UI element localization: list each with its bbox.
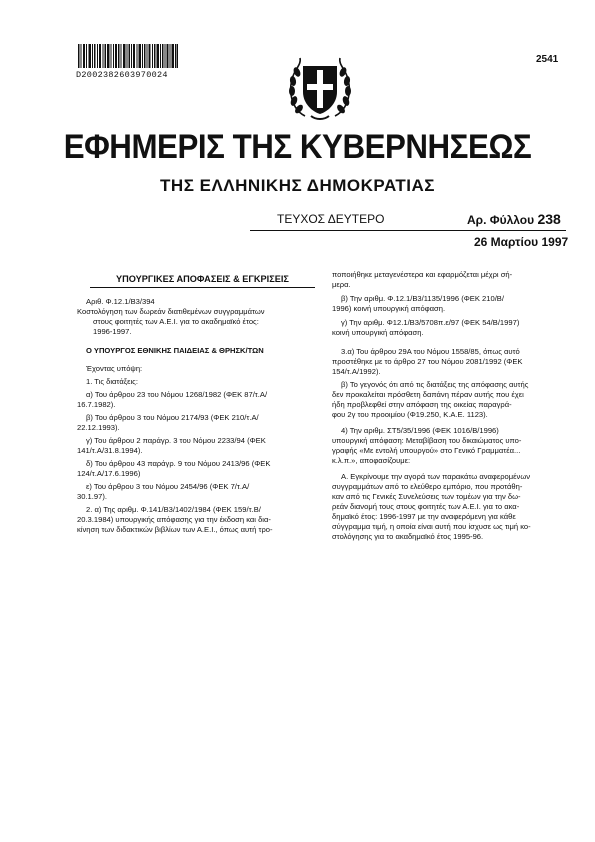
text-line: 4) Την αριθμ. ΣΤ5/35/1996 (ΦΕΚ 1016/Β/1996) — [341, 426, 499, 435]
text-line: β) Του άρθρου 3 του Νόμου 2174/93 (ΦΕΚ 210/τ.Α/ — [86, 413, 259, 422]
issue-date: 26 Μαρτίου 1997 — [474, 235, 569, 249]
text-line: γραφής «Με εντολή υπουργού» στο Γενικό Γραμματέα... — [332, 446, 521, 455]
text-line: φου 2γ του προοιμίου (Φ19.250, Κ.Α.Ε. 1123). — [332, 410, 488, 419]
page-number: 2541 — [536, 54, 559, 65]
text-line: 22.12.1993). — [77, 423, 120, 432]
sheet-label-text: Αρ. Φύλλου — [467, 213, 535, 227]
text-line: 154/τ.Α/1992). — [332, 367, 381, 376]
text-line: 124/τ.Α/17.6.1996) — [77, 469, 141, 478]
text-line: 1. Τις διατάξεις: — [86, 377, 138, 386]
text-line: δ) Του άρθρου 43 παράγρ. 9 του Νόμου 2413/96 (ΦΕΚ — [86, 459, 271, 468]
text-line: μερα. — [332, 280, 351, 289]
text-line: β) Την αριθμ. Φ.12.1/Β3/1135/1996 (ΦΕΚ 210/Β/ — [341, 294, 504, 303]
masthead-title: ΕΦΗΜΕΡΙΣ ΤΗΣ ΚΥΒΕΡΝΗΣΕΩΣ — [63, 128, 532, 166]
issue-label: ΤΕΥΧΟΣ ΔΕΥΤΕΡΟ — [277, 212, 385, 226]
text-line: κίνηση των διδακτικών βιβλίων των Α.Ε.Ι., όπως αυτή τρο- — [77, 525, 273, 534]
barcode-number: D2002382603970024 — [76, 70, 168, 80]
decision-number: Αριθ. Φ.12.1/Β3/394 — [86, 297, 155, 306]
text-line: γ) Του άρθρου 2 παράγρ. 3 του Νόμου 2233/94 (ΦΕΚ — [86, 436, 266, 445]
issue-divider — [250, 230, 566, 231]
text-line: Κοστολόγηση των δωρεάν διατιθεμένων συγγραμμάτων — [77, 307, 265, 316]
text-line: 3.α) Του άρθρου 29Α του Νόμου 1558/85, όπως αυτό — [341, 347, 520, 356]
text-line: στολόγησης για το ακαδημαϊκό έτος 1995-96. — [332, 532, 484, 541]
text-line: 20.3.1984) υπουργικής απόφασης για την έκδοση και δια- — [77, 515, 271, 524]
sheet-label — [467, 211, 561, 227]
text-line: Έχοντας υπόψη: — [86, 364, 143, 373]
text-line: γ) Την αριθμ. Φ12.1/Β3/5708π.ε/97 (ΦΕΚ 54/Β/1997) — [341, 318, 520, 327]
section-heading: ΥΠΟΥΡΓΙΚΕΣ ΑΠΟΦΑΣΕΙΣ & ΕΓΚΡΙΣΕΙΣ — [116, 274, 289, 284]
text-line: Α. Εγκρίνουμε την αγορά των παρακάτω αναφερομένων — [341, 472, 531, 481]
text-line: δεν προκαλείται πρόσθετη δαπάνη πέραν αυτής που έχει — [332, 390, 524, 399]
text-line: 16.7.1982). — [77, 400, 116, 409]
section-divider — [90, 287, 315, 288]
text-line: ήδη προβλεφθεί στην απόφαση της οικείας παραγρά- — [332, 400, 512, 409]
minister-heading: Ο ΥΠΟΥΡΓΟΣ ΕΘΝΙΚΗΣ ΠΑΙΔΕΙΑΣ & ΘΡΗΣΚ/ΤΩΝ — [86, 346, 264, 355]
text-line: δημαϊκό έτος: 1996-1997 με την αναφερόμενη για κάθε — [332, 512, 516, 521]
text-line: συγγραμμάτων από το ελεύθερο εμπόριο, που προτάθη- — [332, 482, 523, 491]
text-line: στους φοιτητές των Α.Ε.Ι. για το ακαδημαϊκό έτος: — [93, 317, 259, 326]
text-line: 141/τ.Α/31.8.1994). — [77, 446, 143, 455]
coat-of-arms-icon — [283, 50, 357, 124]
text-line: ε) Του άρθρου 3 του Νόμου 2454/96 (ΦΕΚ 7/τ.Α/ — [86, 482, 250, 491]
text-line: 2. α) Της αριθμ. Φ.141/Β3/1402/1984 (ΦΕΚ 159/τ.Β/ — [86, 505, 261, 514]
text-line: σύγγραμμα τιμή, η οποία είναι αυτή που ίσχυσε ως τιμή κο- — [332, 522, 531, 531]
text-line: κοινή υπουργική απόφαση. — [332, 328, 424, 337]
barcode — [78, 44, 178, 68]
text-line: α) Του άρθρου 23 του Νόμου 1268/1982 (ΦΕΚ 87/τ.Α/ — [86, 390, 268, 399]
text-line: 30.1.97). — [77, 492, 107, 501]
text-line: β) Το γεγονός ότι από τις διατάξεις της απόφασης αυτής — [341, 380, 529, 389]
text-line: ποποιήθηκε μεταγενέστερα και εφαρμόζεται μέχρι σή- — [332, 270, 513, 279]
sheet-number: 238 — [537, 211, 561, 227]
text-line: προστέθηκε με το άρθρο 27 του Νόμου 2081/1992 (ΦΕΚ — [332, 357, 523, 366]
text-line: κ.λ.π.», αποφασίζουμε: — [332, 456, 411, 465]
text-line: 1996-1997. — [93, 327, 132, 336]
masthead-subtitle: ΤΗΣ ΕΛΛΗΝΙΚΗΣ ΔΗΜΟΚΡΑΤΙΑΣ — [160, 176, 435, 195]
text-line: ρεάν διανομή τους στους φοιτητές των Α.Ε.Ι. για το ακα- — [332, 502, 520, 511]
text-line: καν από τις Γενικές Συνελεύσεις των τομέων για την δω- — [332, 492, 521, 501]
text-line: υπουργική απόφαση: Μεταβίβαση του δικαιώματος υπο- — [332, 436, 522, 445]
text-line: 1996) κοινή υπουργική απόφαση. — [332, 304, 446, 313]
